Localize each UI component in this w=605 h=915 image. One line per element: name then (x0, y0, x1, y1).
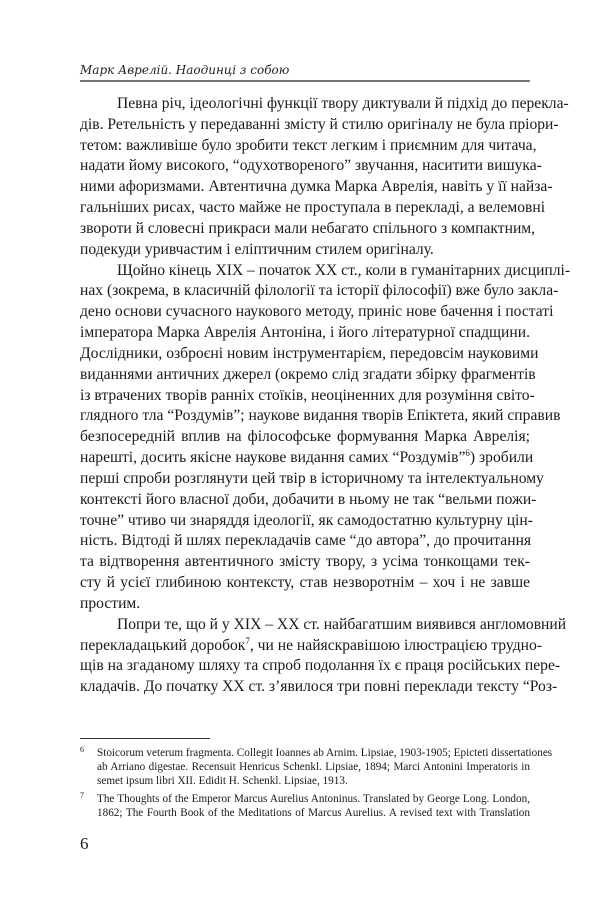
text-line: безпосередній вплив на філософське формування Марка Аврелія; (80, 428, 530, 446)
text-line: щів на згаданому шляху та спроб подолання їх є праця російських пере- (80, 657, 561, 675)
header-rule (80, 80, 530, 82)
text-line: із втрачених творів ранніх стоїків, неоціненних для розуміння світо- (80, 386, 535, 404)
text-line: перекладацький доробок$^7$, чи не найяскравішою ілюстрацією трудно- (80, 635, 542, 654)
text-line: подекуди уривчастим і еліптичним стилем оригіналу. (80, 240, 434, 258)
text-line: гальніших рисах, часто майже не проступала в перекладі, а велемовні (80, 199, 546, 217)
text-line: ність. Відтоді й шлях перекладачів саме “до автора”, до прочитання (80, 532, 532, 550)
text-line: звороти й словесні прикраси мали небагато спільного з компактним, (80, 219, 536, 237)
footnote-mark: 7 (80, 791, 84, 800)
text-line: імператора Марка Аврелія Антоніна, і його літературної спадщини. (80, 324, 530, 342)
footnote-line: 1862; The Fourth Book of the Meditations of Marcus Aurelius. A revised text with Translation (97, 807, 530, 819)
text-line: виданнями античних джерел (окремо слід згадати збірку фрагментів (80, 365, 536, 383)
text-line: перші спроби розглянути цей твір в історичному та інтелектуальному (80, 469, 544, 487)
footnote-ref[interactable]: 6 (465, 447, 470, 458)
text-line: глядного тла “Роздумів”; наукове видання творів Епіктета, який справив (80, 407, 561, 425)
footnote-ref[interactable]: 7 (245, 635, 250, 646)
text-line: кладачів. До початку XX ст. з’явилося три повні переклади тексту “Роз- (80, 678, 558, 696)
text-line: Щойно кінець XIX – початок XX ст., коли в гуманітарних дисциплі- (117, 261, 571, 279)
text-line: дено основи сучасного наукового методу, приніс нове бачення і постаті (80, 303, 554, 321)
text-line: Дослідники, озброєні новим інструментарієм, передовсім науковими (80, 344, 539, 362)
footnote-rule (80, 738, 210, 739)
footnote-line: Stoicorum veterum fragmenta. Collegit Ioannes ab Arnim. Lipsiae, 1903-1905; Epicteti dissertationes (97, 747, 553, 759)
text-line: сту й усієї глибиною контексту, став незворотнім – хоч і не завше (80, 574, 530, 592)
text-line: точне” чтиво чи знаряддя ідеології, як самодостатню культурну цін- (80, 511, 533, 529)
text-line: тетом: важливіше було зробити текст легким і приємним для читача, (80, 136, 537, 154)
text-line: нарешті, досить якісне наукове видання самих “Роздумів”$^6$) зробили (80, 447, 534, 467)
footnote (80, 792, 530, 820)
running-head: Марк Аврелій. Наодинці з собою (80, 63, 290, 77)
footnote-line: semet ipsum libri XII. Edidit H. Schenkl. Lipsiae, 1913. (97, 775, 348, 787)
footnote-line: The Thoughts of the Emperor Marcus Aurelius Antoninus. Translated by George Long. London, (97, 793, 530, 805)
page-number: 6 (80, 834, 89, 853)
text-line: ними афоризмами. Автентична думка Марка Аврелія, навіть у її найза- (80, 178, 553, 196)
footnote (80, 745, 553, 788)
text-line: простим. (80, 594, 141, 612)
text-line: надати йому високого, “одухотвореного” звучання, наситити вишука- (80, 157, 542, 175)
body-text (80, 94, 571, 698)
footnotes (80, 745, 553, 824)
text-line: та відтворення автентичного змісту твору, з усіма тонкощами тек- (80, 553, 530, 571)
text-line: Певна річ, ідеологічні функції твору диктували й підхід до перекла- (117, 95, 569, 112)
text-line: контексті його власної доби, добачити в ньому не так “вельми пожи- (80, 490, 537, 508)
text-line: дів. Ретельність у передаванні змісту й стилю оригіналу не була пріори- (80, 115, 559, 133)
footnote-mark: 6 (80, 745, 84, 754)
text-line: Попри те, що й у XIX – XX ст. найбагатшим виявився англомовний (117, 615, 567, 633)
text-line: нах (зокрема, в класичній філології та історії філософії) вже було закла- (80, 282, 559, 300)
footnote-line: ab Arriano digestae. Recensuit Henricus Schenkl. Lipsiae, 1894; Marci Antonini Imperatoris in (97, 761, 530, 773)
